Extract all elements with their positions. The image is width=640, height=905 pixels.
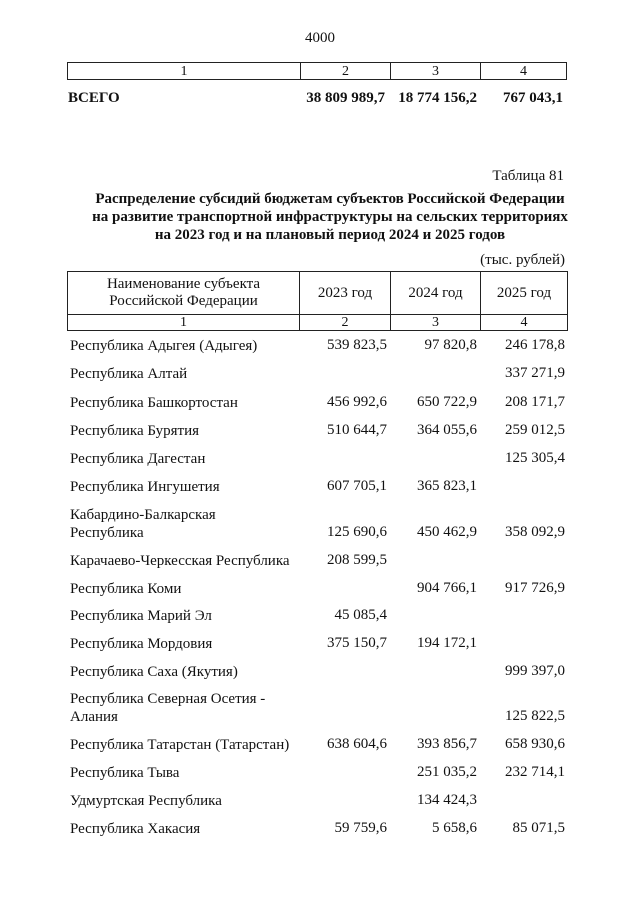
column-number-header bbox=[67, 62, 567, 80]
total-2025: 767 043,1 bbox=[503, 90, 563, 106]
table-cell-2025: 208 171,7 bbox=[505, 394, 565, 410]
table-row-name: Республика Мордовия bbox=[70, 636, 213, 652]
table-cell-2025: 246 178,8 bbox=[505, 337, 565, 353]
column-header-number-2: 2 bbox=[341, 315, 349, 330]
table-number: Таблица 81 bbox=[492, 168, 564, 184]
column-header-name-line-2: Российской Федерации bbox=[109, 293, 258, 309]
table-row-name: Республика Бурятия bbox=[70, 423, 200, 439]
table-cell-2025: 259 012,5 bbox=[505, 422, 565, 438]
table-cell-2025: 658 930,6 bbox=[505, 736, 565, 752]
table-cell-2023: 208 599,5 bbox=[327, 552, 387, 568]
table-cell-2025: 358 092,9 bbox=[505, 524, 565, 540]
table-row-name: Республика Адыгея (Адыгея) bbox=[70, 338, 258, 354]
table-cell-2023: 375 150,7 bbox=[327, 635, 387, 651]
table-row-name: Кабардино-Балкарская Республика bbox=[70, 507, 216, 541]
column-number-4: 4 bbox=[480, 63, 566, 79]
table-cell-2024: 450 462,9 bbox=[417, 524, 477, 540]
table-row-name: Удмуртская Республика bbox=[70, 793, 222, 809]
table-cell-2023: 510 644,7 bbox=[327, 422, 387, 438]
table-title bbox=[50, 190, 610, 244]
table-cell-2023: 539 823,5 bbox=[327, 337, 387, 353]
table-cell-2025: 337 271,9 bbox=[505, 365, 565, 381]
table-cell-2025: 232 714,1 bbox=[505, 764, 565, 780]
table-cell-2024: 650 722,9 bbox=[417, 394, 477, 410]
table-cell-2023: 45 085,4 bbox=[334, 607, 387, 623]
column-number-1: 1 bbox=[180, 64, 188, 79]
page-number: 4000 bbox=[305, 30, 335, 46]
title-line-1: Распределение субсидий бюджетам субъектов Российской Федерации bbox=[95, 191, 565, 207]
table-cell-2023: 607 705,1 bbox=[327, 478, 387, 494]
table-row-name: Республика Татарстан (Татарстан) bbox=[70, 737, 290, 753]
title-line-2: на развитие транспортной инфраструктуры на сельских территориях bbox=[92, 209, 568, 225]
table-cell-2023: 59 759,6 bbox=[334, 820, 387, 836]
column-number-2: 2 bbox=[300, 63, 390, 79]
column-header-name bbox=[68, 272, 299, 314]
table-cell-2025: 85 071,5 bbox=[512, 820, 565, 836]
column-header-2025: 2025 год bbox=[496, 284, 552, 301]
table-row-name: Республика Саха (Якутия) bbox=[70, 664, 238, 680]
table-cell-2025: 125 822,5 bbox=[505, 708, 565, 724]
column-header-number-4: 4 bbox=[520, 315, 528, 330]
column-header-2023: 2023 год bbox=[317, 284, 373, 301]
column-header-name-line-1: Наименование субъекта bbox=[106, 276, 261, 292]
table-cell-2025: 917 726,9 bbox=[505, 580, 565, 596]
table-row-name: Республика Хакасия bbox=[70, 821, 201, 837]
table-row-name: Республика Коми bbox=[70, 581, 182, 597]
table-row-name: Республика Северная Осетия - Алания bbox=[70, 691, 266, 725]
table-cell-2024: 251 035,2 bbox=[417, 764, 477, 780]
table-row-name: Республика Марий Эл bbox=[70, 608, 212, 624]
title-line-3: на 2023 год и на плановый период 2024 и 2025 годов bbox=[154, 227, 506, 243]
table-cell-2024: 194 172,1 bbox=[417, 635, 477, 651]
table-row-name: Республика Башкортостан bbox=[70, 395, 238, 411]
table-cell-2025: 125 305,4 bbox=[505, 450, 565, 466]
table-cell-2024: 365 823,1 bbox=[417, 478, 477, 494]
table-row-name: Республика Тыва bbox=[70, 765, 180, 781]
column-header-2024: 2024 год bbox=[408, 284, 463, 301]
units-label: (тыс. рублей) bbox=[480, 252, 565, 268]
table-row-name: Республика Ингушетия bbox=[70, 479, 220, 495]
table-cell-2023: 125 690,6 bbox=[327, 524, 387, 540]
table-cell-2023: 456 992,6 bbox=[327, 394, 387, 410]
table-cell-2025: 999 397,0 bbox=[505, 663, 565, 679]
table-cell-2024: 5 658,6 bbox=[432, 820, 477, 836]
total-2023: 38 809 989,7 bbox=[306, 90, 385, 106]
table-cell-2024: 904 766,1 bbox=[417, 580, 477, 596]
total-2024: 18 774 156,2 bbox=[398, 90, 477, 106]
column-header-number-1: 1 bbox=[180, 315, 187, 330]
table-row-name: Республика Алтай bbox=[70, 366, 188, 382]
table-row-name: Карачаево-Черкесская Республика bbox=[70, 553, 290, 569]
column-header-number-3: 3 bbox=[432, 315, 439, 330]
table-row-name: Республика Дагестан bbox=[70, 451, 206, 467]
table-cell-2024: 97 820,8 bbox=[424, 337, 477, 353]
column-number-3: 3 bbox=[390, 63, 480, 79]
table-header bbox=[67, 271, 568, 331]
table-cell-2023: 638 604,6 bbox=[327, 736, 387, 752]
table-cell-2024: 364 055,6 bbox=[417, 422, 477, 438]
table-cell-2024: 393 856,7 bbox=[417, 736, 477, 752]
total-label: ВСЕГО bbox=[68, 90, 120, 106]
table-cell-2024: 134 424,3 bbox=[417, 792, 477, 808]
